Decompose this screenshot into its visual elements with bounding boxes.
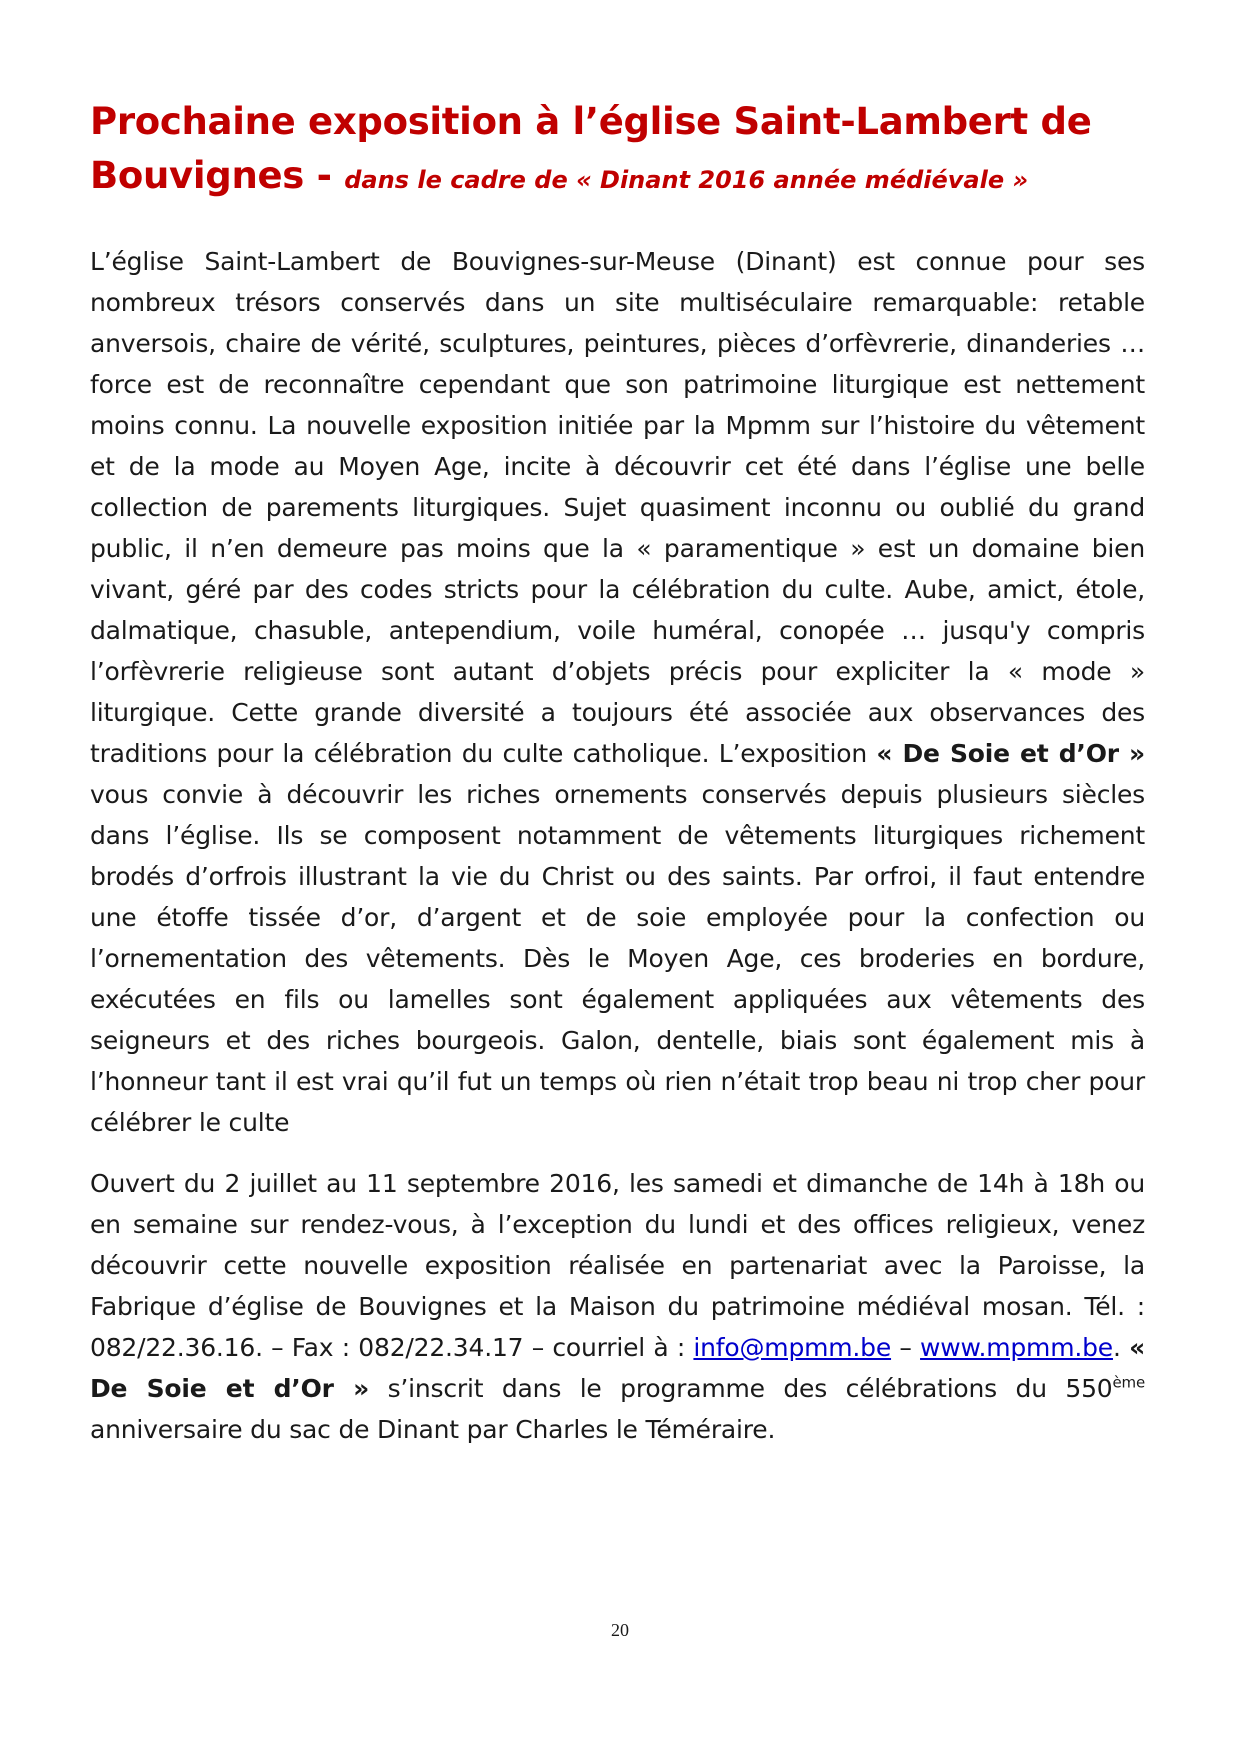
paragraph2-text-end: anniversaire du sac de Dinant par Charles le Téméraire. [90, 1415, 776, 1444]
sentence-period: . [1112, 1333, 1130, 1362]
website-link[interactable]: www.mpmm.be [920, 1333, 1113, 1362]
paragraph1-text-end: vous convie à découvrir les riches ornements conservés depuis plusieurs siècles dans l’église. Ils se composent notamment de vêtements liturgiques richement brodés d’orfrois illustrant la vie du Christ ou des saints. Par orfroi, il faut entendre une étoffe tissée d’or, d’argent et de soie employée pour la confection ou l’ornementation des vêtements. Dès le Moyen Age, ces broderies en bordure, exécutées en fils ou lamelles sont également appliquées aux vêtements des seigneurs et des riches bourgeois. Galon, dentelle, biais sont également mis à l’honneur tant il est vrai qu’il fut un temps où rien n’était trop beau ni trop cher pour célébrer le culte [90, 780, 1145, 1137]
ordinal-superscript: ème [1112, 1373, 1146, 1392]
title-subtitle: dans le cadre de « Dinant 2016 année médiévale » [344, 166, 1029, 194]
title-main: Prochaine exposition à l’église Saint-Lambert de Bouvignes - [90, 100, 1092, 197]
page-number: 20 [611, 1620, 629, 1640]
link-separator: – [891, 1333, 921, 1362]
body-paragraph-practical-info [90, 1163, 1145, 1450]
body-paragraph-exhibition [90, 241, 1145, 1143]
paragraph2-text-start: Ouvert du 2 juillet au 11 septembre 2016, les samedi et dimanche de 14h à 18h ou en semaine sur rendez-vous, à l’exception du lundi et des offices religieux, venez découvrir cette nouvelle exposition réalisée en partenariat avec la Paroisse, la Fabrique d’église de Bouvignes et la Maison du patrimoine médiéval mosan. Tél. : 082/22.36.16. – Fax : 082/22.34.17 – courriel à : [90, 1169, 1145, 1362]
paragraph1-text-start: L’église Saint-Lambert de Bouvignes-sur-Meuse (Dinant) est connue pour ses nombreux trésors conservés dans un site multiséculaire remarquable: retable anversois, chaire de vérité, sculptures, peintures, pièces d’orfèvrerie, dinanderies … force est de reconnaître cependant que son patrimoine liturgique est nettement moins connu. La nouvelle exposition initiée par la Mpmm sur l’histoire du vêtement et de la mode au Moyen Age, incite à découvrir cet été dans l’église une belle collection de parements liturgiques. Sujet quasiment inconnu ou oublié du grand public, il n’en demeure pas moins que la « paramentique » est un domaine bien vivant, géré par des codes stricts pour la célébration du culte. Aube, amict, étole, dalmatique, chasuble, antependium, voile huméral, conopée … jusqu'y compris l’orfèvrerie religieuse sont autant d’objets précis pour expliciter la « mode » liturgique. Cette grande diversité a toujours été associée aux observances des traditions pour la célébration du culte catholique. L’exposition [90, 247, 1145, 768]
exhibition-name: « De Soie et d’Or » [876, 739, 1145, 768]
paragraph2-text-middle: s’inscrit dans le programme des célébrations du 550 [369, 1374, 1113, 1403]
document-page [90, 95, 1145, 1450]
exhibition-name-2: « De Soie et d’Or » [90, 1333, 1146, 1403]
email-link[interactable]: info@mpmm.be [693, 1333, 892, 1362]
page-title [90, 95, 1145, 207]
